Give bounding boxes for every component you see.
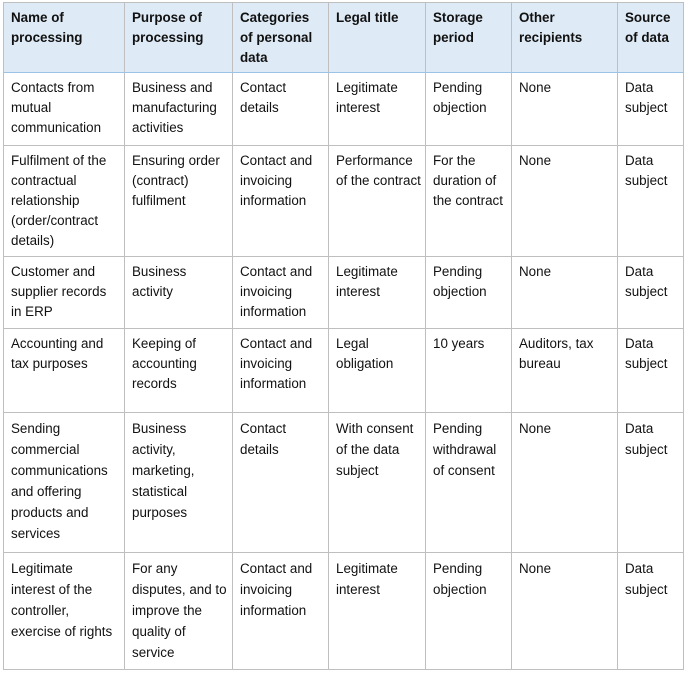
cell-source-of-data: Data subject	[618, 73, 684, 146]
cell-purpose-of-processing: Keeping of accounting records	[125, 329, 233, 413]
cell-other-recipients: None	[512, 146, 618, 257]
header-source-of-data: Source of data	[618, 3, 684, 73]
cell-other-recipients: None	[512, 413, 618, 553]
cell-legal-title: Performance of the contract	[329, 146, 426, 257]
cell-purpose-of-processing: Business activity	[125, 257, 233, 329]
cell-categories-of-personal-data: Contact and invoicing information	[233, 257, 329, 329]
cell-storage-period: Pending objection	[426, 553, 512, 670]
table-row	[4, 553, 684, 670]
table-row	[4, 413, 684, 553]
cell-storage-period: For the duration of the contract	[426, 146, 512, 257]
cell-source-of-data: Data subject	[618, 257, 684, 329]
cell-storage-period: Pending objection	[426, 257, 512, 329]
table-row	[4, 73, 684, 146]
cell-other-recipients: None	[512, 257, 618, 329]
header-name-of-processing: Name of processing	[4, 3, 125, 73]
table-header-row	[4, 3, 684, 73]
cell-purpose-of-processing: Business activity, marketing, statistical purposes	[125, 413, 233, 553]
header-purpose-of-processing: Purpose of processing	[125, 3, 233, 73]
cell-source-of-data: Data subject	[618, 146, 684, 257]
table-row	[4, 329, 684, 413]
cell-categories-of-personal-data: Contact and invoicing information	[233, 329, 329, 413]
cell-legal-title: Legitimate interest	[329, 257, 426, 329]
cell-name-of-processing: Sending commercial communications and offering products and services	[4, 413, 125, 553]
cell-purpose-of-processing: Business and manufacturing activities	[125, 73, 233, 146]
cell-other-recipients: None	[512, 553, 618, 670]
table-row	[4, 257, 684, 329]
header-legal-title: Legal title	[329, 3, 426, 73]
cell-legal-title: Legal obligation	[329, 329, 426, 413]
cell-storage-period: 10 years	[426, 329, 512, 413]
table-row	[4, 146, 684, 257]
cell-name-of-processing: Accounting and tax purposes	[4, 329, 125, 413]
cell-legal-title: Legitimate interest	[329, 553, 426, 670]
processing-table-container	[3, 2, 683, 670]
cell-purpose-of-processing: For any disputes, and to improve the quality of service	[125, 553, 233, 670]
cell-legal-title: Legitimate interest	[329, 73, 426, 146]
header-categories-of-personal-data: Categories of personal data	[233, 3, 329, 73]
cell-storage-period: Pending objection	[426, 73, 512, 146]
cell-other-recipients: Auditors, tax bureau	[512, 329, 618, 413]
cell-name-of-processing: Customer and supplier records in ERP	[4, 257, 125, 329]
cell-name-of-processing: Contacts from mutual communication	[4, 73, 125, 146]
header-other-recipients: Other recipients	[512, 3, 618, 73]
cell-source-of-data: Data subject	[618, 413, 684, 553]
cell-categories-of-personal-data: Contact and invoicing information	[233, 146, 329, 257]
personal-data-processing-table	[3, 2, 684, 670]
cell-categories-of-personal-data: Contact details	[233, 413, 329, 553]
header-storage-period: Storage period	[426, 3, 512, 73]
cell-name-of-processing: Legitimate interest of the controller, exercise of rights	[4, 553, 125, 670]
cell-other-recipients: None	[512, 73, 618, 146]
cell-source-of-data: Data subject	[618, 553, 684, 670]
cell-name-of-processing: Fulfilment of the contractual relationship (order/contract details)	[4, 146, 125, 257]
cell-legal-title: With consent of the data subject	[329, 413, 426, 553]
cell-source-of-data: Data subject	[618, 329, 684, 413]
cell-storage-period: Pending withdrawal of consent	[426, 413, 512, 553]
cell-categories-of-personal-data: Contact and invoicing information	[233, 553, 329, 670]
cell-purpose-of-processing: Ensuring order (contract) fulfilment	[125, 146, 233, 257]
cell-categories-of-personal-data: Contact details	[233, 73, 329, 146]
